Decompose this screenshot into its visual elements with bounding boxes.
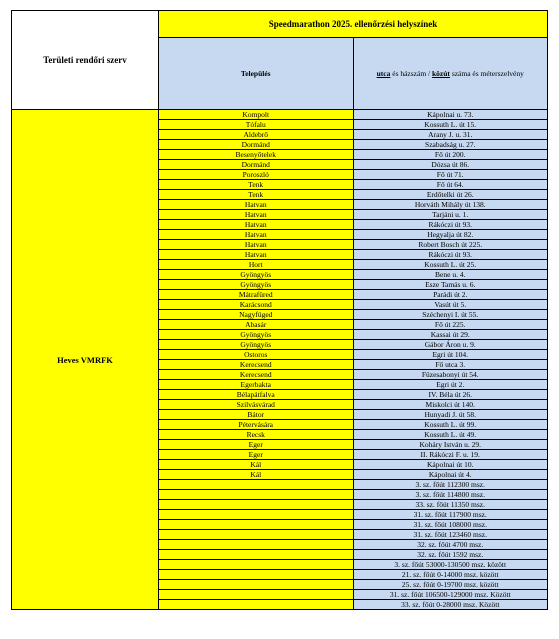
location-cell: 32. sz. főút 1592 msz. bbox=[353, 550, 548, 560]
location-cell: Kápolnai út 4. bbox=[353, 470, 548, 480]
settlement-cell: Kompolt bbox=[159, 110, 354, 120]
settlement-cell bbox=[159, 570, 354, 580]
location-cell: 31. sz. főút 106500-129000 msz. Között bbox=[353, 590, 548, 600]
settlement-cell: Hatvan bbox=[159, 240, 354, 250]
settlement-cell: Abasár bbox=[159, 320, 354, 330]
location-cell: IV. Béla út 26. bbox=[353, 390, 548, 400]
settlement-cell: Eger bbox=[159, 440, 354, 450]
location-cell: Robert Bosch út 225. bbox=[353, 240, 548, 250]
street-column-header: utca és házszám / közút száma és méterszelvény bbox=[353, 38, 548, 110]
settlement-cell: Tenk bbox=[159, 190, 354, 200]
settlement-cell: Kál bbox=[159, 460, 354, 470]
location-cell: Kossuth L. út 25. bbox=[353, 260, 548, 270]
location-cell: Rákóczi út 93. bbox=[353, 220, 548, 230]
settlement-cell: Hatvan bbox=[159, 200, 354, 210]
location-cell: Füzesabonyi út 54. bbox=[353, 370, 548, 380]
settlement-cell: Hatvan bbox=[159, 250, 354, 260]
settlement-cell: Nagyfüged bbox=[159, 310, 354, 320]
settlement-cell bbox=[159, 540, 354, 550]
settlement-cell: Tófalu bbox=[159, 120, 354, 130]
settlement-cell: Eger bbox=[159, 450, 354, 460]
table-title: Speedmarathon 2025. ellenőrzési helyszínek bbox=[159, 11, 548, 38]
settlement-column-header: Település bbox=[159, 38, 354, 110]
settlement-cell: Dormánd bbox=[159, 160, 354, 170]
location-cell: Hunyadi J. út 58. bbox=[353, 410, 548, 420]
settlement-cell bbox=[159, 490, 354, 500]
settlement-cell: Bélapátfalva bbox=[159, 390, 354, 400]
location-cell: 32. sz. főút 4700 msz. bbox=[353, 540, 548, 550]
location-cell: Fő út 225. bbox=[353, 320, 548, 330]
location-cell: Fő út 71. bbox=[353, 170, 548, 180]
settlement-cell: Hatvan bbox=[159, 220, 354, 230]
location-cell: 31. sz. főút 117900 msz. bbox=[353, 510, 548, 520]
location-cell: 3. sz. főút 114800 msz. bbox=[353, 490, 548, 500]
location-cell: Arany J. u. 31. bbox=[353, 130, 548, 140]
settlement-cell: Hort bbox=[159, 260, 354, 270]
settlement-cell: Gyöngyös bbox=[159, 270, 354, 280]
location-cell: Kossuth L. út 49. bbox=[353, 430, 548, 440]
location-cell: Egri út 2. bbox=[353, 380, 548, 390]
settlement-cell bbox=[159, 510, 354, 520]
location-cell: Széchenyi I. út 55. bbox=[353, 310, 548, 320]
settlement-cell: Kál bbox=[159, 470, 354, 480]
location-cell: Gábor Áron u. 9. bbox=[353, 340, 548, 350]
settlement-cell bbox=[159, 600, 354, 610]
settlement-cell: Bátor bbox=[159, 410, 354, 420]
location-cell: 33. sz. főút 0-28000 msz. Között bbox=[353, 600, 548, 610]
location-cell: 25. sz. főút 0-19700 msz. között bbox=[353, 580, 548, 590]
location-cell: 3. sz. főút 53000-130500 msz. között bbox=[353, 560, 548, 570]
location-cell: 3. sz. főút 112300 msz. bbox=[353, 480, 548, 490]
settlement-cell: Szilvásvárad bbox=[159, 400, 354, 410]
settlement-cell: Poroszló bbox=[159, 170, 354, 180]
settlement-cell bbox=[159, 480, 354, 490]
settlement-cell: Hatvan bbox=[159, 230, 354, 240]
settlement-cell: Dormánd bbox=[159, 140, 354, 150]
location-cell: Fő út 64. bbox=[353, 180, 548, 190]
settlement-cell bbox=[159, 500, 354, 510]
location-cell: Kápolnai út 10. bbox=[353, 460, 548, 470]
location-cell: Dózsa út 86. bbox=[353, 160, 548, 170]
settlement-cell: Recsk bbox=[159, 430, 354, 440]
location-cell: Parádi út 2. bbox=[353, 290, 548, 300]
location-cell: Esze Tamás u. 6. bbox=[353, 280, 548, 290]
speedmarathon-sheet bbox=[11, 10, 548, 610]
settlement-cell: Kerecsend bbox=[159, 360, 354, 370]
settlement-cell: Pétervására bbox=[159, 420, 354, 430]
location-cell: Horváth Mihály út 138. bbox=[353, 200, 548, 210]
settlement-cell: Gyöngyös bbox=[159, 340, 354, 350]
settlement-cell bbox=[159, 530, 354, 540]
settlement-cell: Hatvan bbox=[159, 210, 354, 220]
location-cell: 21. sz. főút 0-14000 msz. között bbox=[353, 570, 548, 580]
settlement-cell: Besenyőtelek bbox=[159, 150, 354, 160]
location-cell: Fő út 200. bbox=[353, 150, 548, 160]
location-cell: Kossuth L. út 15. bbox=[353, 120, 548, 130]
table-row bbox=[12, 110, 548, 120]
location-cell: Hegyalja út 82. bbox=[353, 230, 548, 240]
title-row bbox=[12, 11, 548, 38]
settlement-cell bbox=[159, 590, 354, 600]
location-cell: Rákóczi út 93. bbox=[353, 250, 548, 260]
location-cell: Erdőtelki út 26. bbox=[353, 190, 548, 200]
settlement-cell bbox=[159, 520, 354, 530]
settlement-cell: Gyöngyös bbox=[159, 330, 354, 340]
org-column-header: Területi rendőri szerv bbox=[12, 11, 159, 110]
location-cell: 31. sz. főút 108000 msz. bbox=[353, 520, 548, 530]
settlement-cell: Egerbakta bbox=[159, 380, 354, 390]
location-cell: 31. sz. főút 123460 msz. bbox=[353, 530, 548, 540]
location-cell: Bene u. 4. bbox=[353, 270, 548, 280]
location-cell: Miskolci út 140. bbox=[353, 400, 548, 410]
location-cell: Koháry István u. 29. bbox=[353, 440, 548, 450]
location-cell: Egri út 104. bbox=[353, 350, 548, 360]
location-cell: Kossuth L. út 99. bbox=[353, 420, 548, 430]
location-cell: 33. sz. főút 11350 msz. bbox=[353, 500, 548, 510]
location-cell: Tarjáni u. 1. bbox=[353, 210, 548, 220]
location-cell: Kápolnai u. 73. bbox=[353, 110, 548, 120]
settlement-cell: Gyöngyös bbox=[159, 280, 354, 290]
checkpoint-table bbox=[11, 10, 548, 610]
settlement-cell: Karácsond bbox=[159, 300, 354, 310]
location-cell: Vasút út 5. bbox=[353, 300, 548, 310]
settlement-cell bbox=[159, 580, 354, 590]
location-cell: Szabadság u. 27. bbox=[353, 140, 548, 150]
settlement-cell bbox=[159, 560, 354, 570]
org-name-cell: Heves VMRFK bbox=[12, 110, 159, 610]
settlement-cell: Kerecsend bbox=[159, 370, 354, 380]
settlement-cell: Mátrafüred bbox=[159, 290, 354, 300]
settlement-cell: Ostoros bbox=[159, 350, 354, 360]
settlement-cell bbox=[159, 550, 354, 560]
settlement-cell: Aldebrő bbox=[159, 130, 354, 140]
location-cell: II. Rákóczi F. u. 19. bbox=[353, 450, 548, 460]
location-cell: Kassai út 29. bbox=[353, 330, 548, 340]
settlement-cell: Tenk bbox=[159, 180, 354, 190]
location-cell: Fő utca 3. bbox=[353, 360, 548, 370]
